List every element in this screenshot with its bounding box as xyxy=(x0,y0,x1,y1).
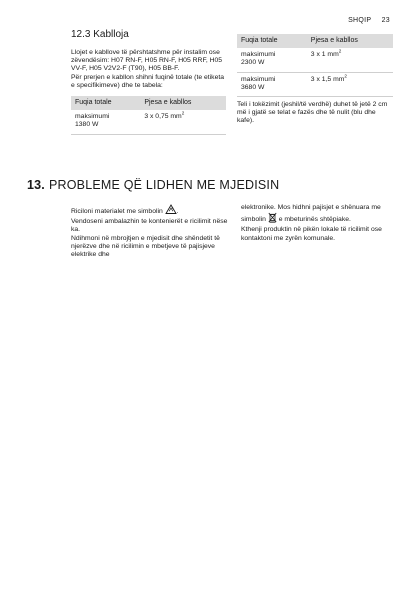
section-cell: 3 x 0,75 $mm^2$ xyxy=(140,110,226,134)
table-header-power: Fuqia totale xyxy=(237,34,307,48)
table-row xyxy=(237,72,393,96)
page-header xyxy=(348,17,390,24)
table-header-section: Pjesa e kabllos xyxy=(140,96,226,110)
table-row xyxy=(71,110,226,134)
recycle-icon xyxy=(165,204,177,218)
chapter-number: 13. xyxy=(27,178,45,192)
power-cell: maksimumi 3680 W xyxy=(237,72,307,96)
crossed-bin-icon xyxy=(268,212,277,226)
weee-symbol-paragraph: elektronike. Mos hidhni pajisjet e shënuara me simbolin e mbeturinës shtëpiake. xyxy=(241,204,393,226)
environment-right-column xyxy=(241,204,393,243)
power-cell: maksimumi 2300 W xyxy=(237,48,307,72)
cable-table-left xyxy=(71,96,226,135)
cable-table-right xyxy=(237,34,393,97)
table-header-power: Fuqia totale xyxy=(71,96,140,110)
return-product-paragraph: Kthenji produktin në pikën lokale të ricilimit ose kontaktoni me zyrën komunale. xyxy=(241,226,382,242)
grounding-note: Teli i tokëzimit (jeshil/të verdhë) duhet të jetë 2 cm më i gjatë se telat e fazës dhe të nulit (blu dhe kafe). xyxy=(237,101,388,125)
cable-section-text: Për prerjen e kabllon shihni fuqinë totale (te etiketa e specifikimeve) dhe te tabela: xyxy=(71,73,225,89)
chapter-title-text: PROBLEME QË LIDHEN ME MJEDISIN xyxy=(48,178,280,192)
right-column xyxy=(237,34,393,126)
section-cell: 3 x 1 $mm^2$ xyxy=(307,48,393,72)
packaging-paragraph: Vendoseni ambalazhin te kontenierët e ricilimit nëse ka. xyxy=(71,218,228,234)
section-title: 12.3 Kablloja xyxy=(71,29,129,40)
chapter-title xyxy=(27,178,279,192)
weee-paragraph: Ndihmoni në mbrojtjen e mjedisit dhe shëndetit të njerëzve dhe në ricilimin e mbetjeve të pajisjeve elektrike dhe xyxy=(71,234,220,259)
section-cell: 3 x 1,5 $mm^2$ xyxy=(307,72,393,96)
table-row xyxy=(237,48,393,72)
page-number: 23 xyxy=(381,17,390,24)
power-cell: maksimumi 1380 W xyxy=(71,110,140,134)
left-column xyxy=(71,49,226,135)
environment-left-column xyxy=(71,204,231,259)
table-header-section: Pjesa e kabllos xyxy=(307,34,393,48)
recycle-paragraph: Riciloni materialet me simbolin . xyxy=(71,204,231,218)
language-label: SHQIP xyxy=(348,17,372,24)
cable-types-text: Llojet e kabllove të përshtatshme për instalim ose zëvendësim: H07 RN-F, H05 RN-F, H05 RRF, H05 VV-F, H05 V2V2-F (T90), H05 BB-F. xyxy=(71,49,223,73)
